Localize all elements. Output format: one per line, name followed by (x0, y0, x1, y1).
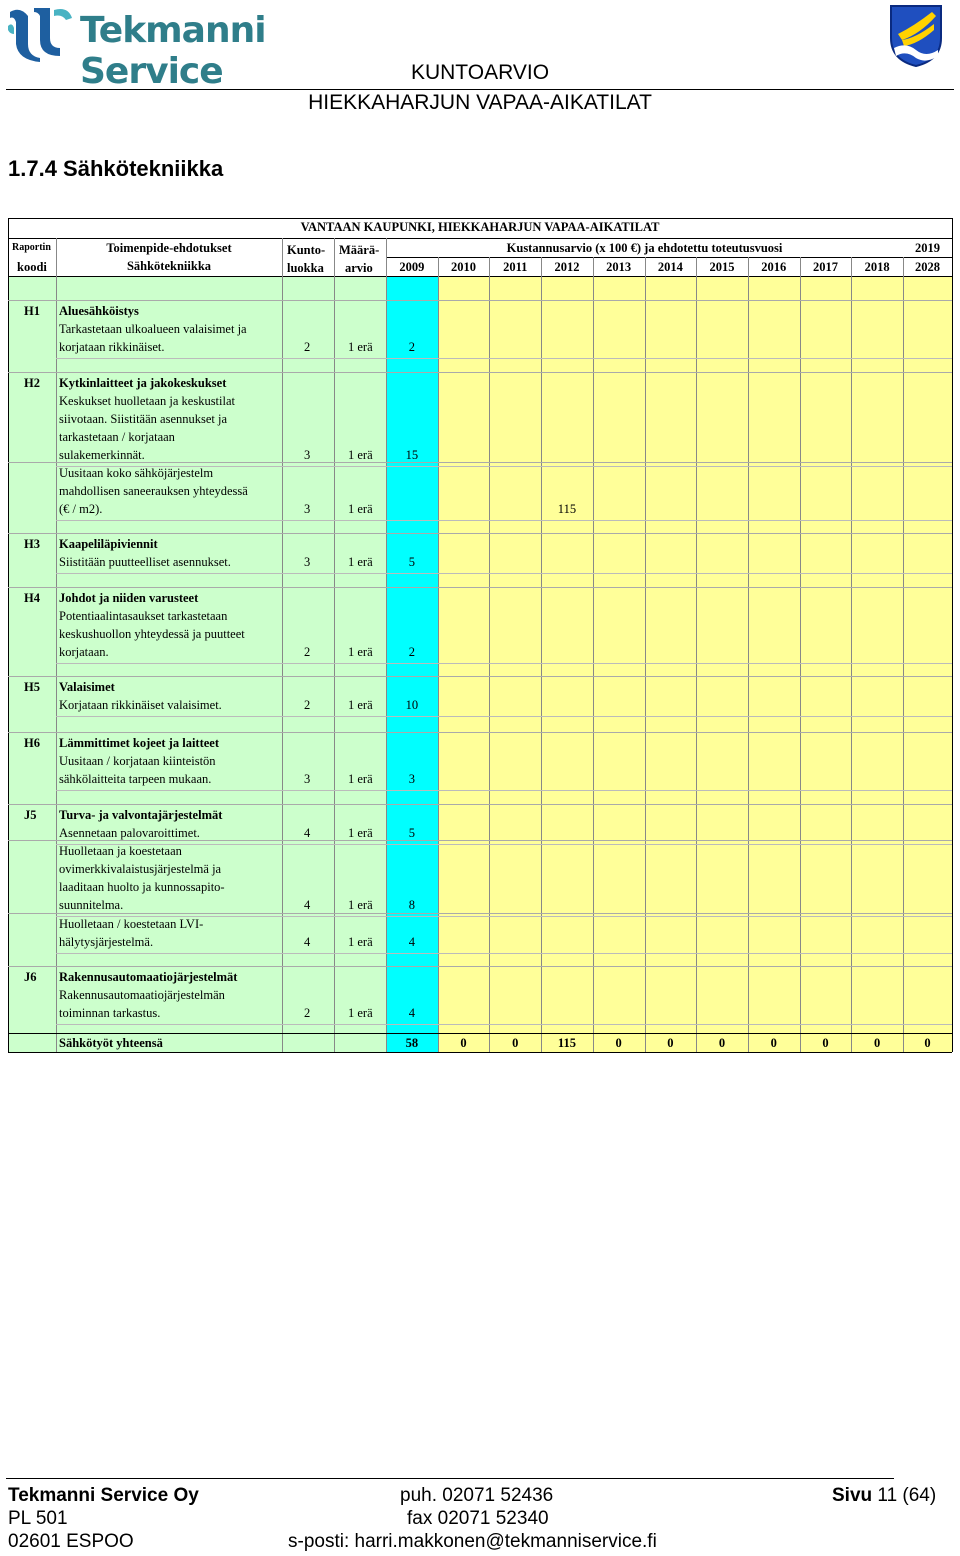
logo-text: Tekmanni Service (80, 10, 266, 92)
row-group-cont-2-separator (8, 462, 952, 463)
total-value-10: 0 (924, 1036, 931, 1050)
total-value-8: 0 (822, 1036, 829, 1050)
row-group-j5-title: Turva- ja valvontajärjestelmät (59, 808, 223, 822)
row-group-cont-8-condition: 4 (304, 898, 311, 912)
row-group-j5-separator (8, 804, 952, 805)
row-group-cont-8-separator (8, 840, 952, 841)
row-group-h3-bottom-line (56, 573, 952, 574)
row-group-h2-code: H2 (24, 376, 40, 390)
year-header-2011: 2011 (503, 260, 528, 274)
row-group-h6-condition: 3 (304, 772, 311, 786)
row-group-h1-condition: 2 (304, 340, 311, 354)
total-value-2: 0 (512, 1036, 519, 1050)
row-group-cont-8-amount: 1 erä (348, 898, 373, 912)
row-group-j6-bottom-line (56, 1024, 952, 1025)
year-header-2017: 2017 (812, 260, 838, 274)
row-group-cont-2-text-line: Uusitaan koko sähköjärjestelm (59, 466, 214, 480)
row-group-h5-condition: 2 (304, 698, 311, 712)
row-group-h4-text-line: korjataan. (59, 645, 109, 659)
row-group-h3-amount: 1 erä (348, 555, 373, 569)
row-group-h6-amount: 1 erä (348, 772, 373, 786)
footer-page-label: Sivu (832, 1485, 873, 1506)
col-amount-label-1: Määrä- (339, 243, 380, 257)
row-group-cont-8-text-line: suunnitelma. (59, 898, 124, 912)
row-group-cont-9-condition: 4 (304, 935, 311, 949)
row-group-h5-text-line: Korjataan rikkinäiset valaisimet. (59, 698, 222, 712)
row-group-h2-cost-value: 15 (405, 448, 419, 462)
row-group-cont-2-text-line: (€ / m2). (59, 502, 103, 516)
footer-page-number (832, 1485, 936, 1507)
row-group-cont-2-amount: 1 erä (348, 502, 373, 516)
row-group-j6-cost-value: 4 (408, 1006, 415, 1020)
last-col-label-2: 2028 (915, 260, 940, 274)
row-group-h4-title: Johdot ja niiden varusteet (59, 591, 199, 605)
year-header-2013: 2013 (606, 260, 632, 274)
footer-address-1: PL 501 (8, 1508, 68, 1529)
col-condition-label-2: luokka (287, 261, 324, 275)
row-group-j6-text-line: toiminnan tarkastus. (59, 1006, 161, 1020)
total-value-4: 0 (615, 1036, 622, 1050)
row-group-h1-text-line: Tarkastetaan ulkoalueen valaisimet ja (59, 322, 247, 336)
year-header-2015: 2015 (709, 260, 735, 274)
row-group-cont-9-text-line: Huolletaan / koestetaan LVI- (59, 917, 204, 931)
row-group-h4-bottom-line (56, 663, 952, 664)
row-group-j5-amount: 1 erä (348, 826, 373, 840)
row-group-h5-cost-value: 10 (405, 698, 419, 712)
year-divider-4 (593, 257, 594, 1052)
years-sub-border (386, 257, 952, 258)
row-group-cont-2-cost-value: 115 (557, 502, 577, 516)
col-code-label-2: koodi (17, 260, 47, 274)
row-group-h1-cost-value: 2 (408, 340, 415, 354)
row-group-h3-code: H3 (24, 537, 40, 551)
row-group-h5-separator (8, 676, 952, 677)
year-header-2012: 2012 (554, 260, 580, 274)
row-group-cont-8-text-line: laaditaan huolto ja kunnossapito- (59, 880, 225, 894)
row-group-cont-9-text-line: hälytysjärjestelmä. (59, 935, 154, 949)
row-group-h4-condition: 2 (304, 645, 311, 659)
row-group-j5-condition: 4 (304, 826, 311, 840)
row-group-h5-title: Valaisimet (59, 680, 115, 694)
row-group-cont-9-bottom-line (56, 953, 952, 954)
row-group-h1-separator (8, 300, 952, 301)
year-divider-3 (541, 257, 542, 1052)
section-title: 1.7.4 Sähkötekniikka (8, 156, 224, 181)
row-group-h1-code: H1 (24, 304, 40, 318)
total-value-5: 0 (667, 1036, 674, 1050)
last-col-label-1: 2019 (915, 241, 940, 255)
year-divider-2 (489, 257, 490, 1052)
row-group-h2-amount: 1 erä (348, 448, 373, 462)
year-header-2014: 2014 (657, 260, 683, 274)
row-group-h4-separator (8, 587, 952, 588)
totals-top-border (8, 1033, 952, 1034)
row-group-cont-9-cost-value: 4 (408, 935, 415, 949)
row-group-h5-bottom-line (56, 716, 952, 717)
col-code-label-1: Raportin (12, 242, 51, 253)
row-group-cont-8-cost-value: 8 (408, 898, 415, 912)
row-group-h4-amount: 1 erä (348, 645, 373, 659)
row-group-h6-text-line: Uusitaan / korjataan kiinteistön (59, 754, 216, 768)
col-amount-label-2: arvio (345, 261, 373, 275)
row-group-h1-text-line: korjataan rikkinäiset. (59, 340, 165, 354)
row-group-j6-code: J6 (24, 970, 37, 984)
row-group-h2-text-line: sulakemerkinnät. (59, 448, 145, 462)
row-group-h2-text-line: Keskukset huolletaan ja keskustilat (59, 394, 236, 408)
document-title: KUNTOARVIO (410, 61, 550, 84)
footer-address-2: 02601 ESPOO (8, 1531, 134, 1552)
year-divider-1 (438, 257, 439, 1052)
row-group-h2-text-line: siivotaan. Siistitään asennukset ja (59, 412, 228, 426)
table-banner-border (8, 238, 952, 239)
row-group-h2-title: Kytkinlaitteet ja jakokeskukset (59, 376, 227, 390)
row-group-h4-text-line: Potentiaalintasaukset tarkastetaan (59, 609, 228, 623)
table-left-border (8, 218, 9, 1052)
row-group-h3-cost-value: 5 (408, 555, 415, 569)
col-action-label-2: Sähkötekniikka (126, 259, 212, 273)
row-group-h3-separator (8, 533, 952, 534)
row-group-h5-code: H5 (24, 680, 40, 694)
col-condition-label-1: Kunto- (287, 243, 326, 257)
footer-fax: fax 02071 52340 (407, 1508, 549, 1529)
year-divider-5 (645, 257, 646, 1052)
row-group-h6-separator (8, 732, 952, 733)
col-divider-2 (334, 238, 335, 1052)
col-divider-0 (56, 238, 57, 1052)
row-group-j6-amount: 1 erä (348, 1006, 373, 1020)
row-group-j6-text-line: Rakennusautomaatiojärjestelmän (59, 988, 225, 1002)
col-action-label-1: Toimenpide-ehdotukset (106, 241, 232, 255)
year-header-2010: 2010 (451, 260, 477, 274)
footer-company: Tekmanni Service Oy (8, 1485, 199, 1506)
year-header-2018: 2018 (864, 260, 890, 274)
year-divider-9 (851, 257, 852, 1052)
row-group-h6-title: Lämmittimet kojeet ja laitteet (59, 736, 219, 750)
row-group-h6-bottom-line (56, 790, 952, 791)
row-group-h4-cost-value: 2 (408, 645, 415, 659)
row-group-h6-cost-value: 3 (408, 772, 415, 786)
row-group-h3-text-line: Siistitään puutteelliset asennukset. (59, 555, 231, 569)
row-group-h3-title: Kaapeliläpiviennit (59, 537, 158, 551)
row-group-h1-title: Aluesähköistys (59, 304, 139, 318)
row-group-j5-code: J5 (24, 808, 37, 822)
total-value-9: 0 (874, 1036, 881, 1050)
table-body-bg-years (438, 276, 952, 1052)
row-group-h5-amount: 1 erä (348, 698, 373, 712)
row-group-j5-cost-value: 5 (408, 826, 415, 840)
footer-phone: puh. 02071 52436 (400, 1485, 554, 1506)
row-group-j5-bottom-line (56, 844, 952, 845)
footer-page-count: 11 (64) (877, 1485, 937, 1506)
footer-divider (6, 1478, 894, 1479)
row-group-cont-2-bottom-line (56, 520, 952, 521)
table-right-border (952, 218, 953, 1052)
footer-email: s-posti: harri.makkonen@tekmanniservice.fi (288, 1531, 657, 1552)
total-value-7: 0 (770, 1036, 777, 1050)
year-header-2016: 2016 (761, 260, 787, 274)
row-group-j6-condition: 2 (304, 1006, 311, 1020)
row-group-cont-9-amount: 1 erä (348, 935, 373, 949)
row-group-j6-title: Rakennusautomaatiojärjestelmät (59, 970, 238, 984)
row-group-h2-text-line: tarkastetaan / korjataan (59, 430, 175, 444)
document-subtitle: HIEKKAHARJUN VAPAA-AIKATILAT (308, 91, 652, 114)
row-group-cont-2-condition: 3 (304, 502, 311, 516)
row-group-cont-8-text-line: ovimerkkivalaistusjärjestelmä ja (59, 862, 222, 876)
table-top-border (8, 218, 952, 219)
table-header-bottom-border (8, 276, 952, 277)
row-group-h1-bottom-line (56, 358, 952, 359)
row-group-j6-separator (8, 966, 952, 967)
year-divider-7 (748, 257, 749, 1052)
total-value-6: 0 (718, 1036, 726, 1050)
row-group-h4-text-line: keskushuollon yhteydessä ja puutteet (59, 627, 245, 641)
row-group-cont-9-separator (8, 913, 952, 914)
year-divider-6 (696, 257, 697, 1052)
total-value-1: 0 (460, 1036, 467, 1050)
totals-bottom-border (8, 1052, 952, 1053)
row-group-h4-code: H4 (24, 591, 40, 605)
row-group-cont-8-text-line: Huolletaan ja koestetaan (59, 844, 182, 858)
row-group-h2-separator (8, 372, 952, 373)
col-divider-1 (282, 238, 283, 1052)
total-value-3: 115 (557, 1036, 576, 1050)
row-group-cont-2-text-line: mahdollisen saneerauksen yhteydessä (59, 484, 248, 498)
row-group-h6-code: H6 (24, 736, 40, 750)
row-group-h1-amount: 1 erä (348, 340, 373, 354)
year-header-2009: 2009 (399, 260, 425, 274)
cost-header-label: Kustannusarvio (x 100 €) ja ehdotettu toteutusvuosi (506, 241, 783, 255)
year-divider-10 (903, 257, 904, 1052)
row-group-j5-text-line: Asennetaan palovaroittimet. (59, 826, 200, 840)
table-banner: VANTAAN KAUPUNKI, HIEKKAHARJUN VAPAA-AIKATILAT (300, 220, 660, 234)
totals-label: Sähkötyöt yhteensä (59, 1036, 163, 1050)
year-divider-8 (800, 257, 801, 1052)
row-group-h2-condition: 3 (304, 448, 311, 462)
row-group-h3-condition: 3 (304, 555, 311, 569)
total-value-0: 58 (405, 1036, 419, 1050)
row-group-h6-text-line: sähkölaitteita tarpeen mukaan. (59, 772, 212, 786)
